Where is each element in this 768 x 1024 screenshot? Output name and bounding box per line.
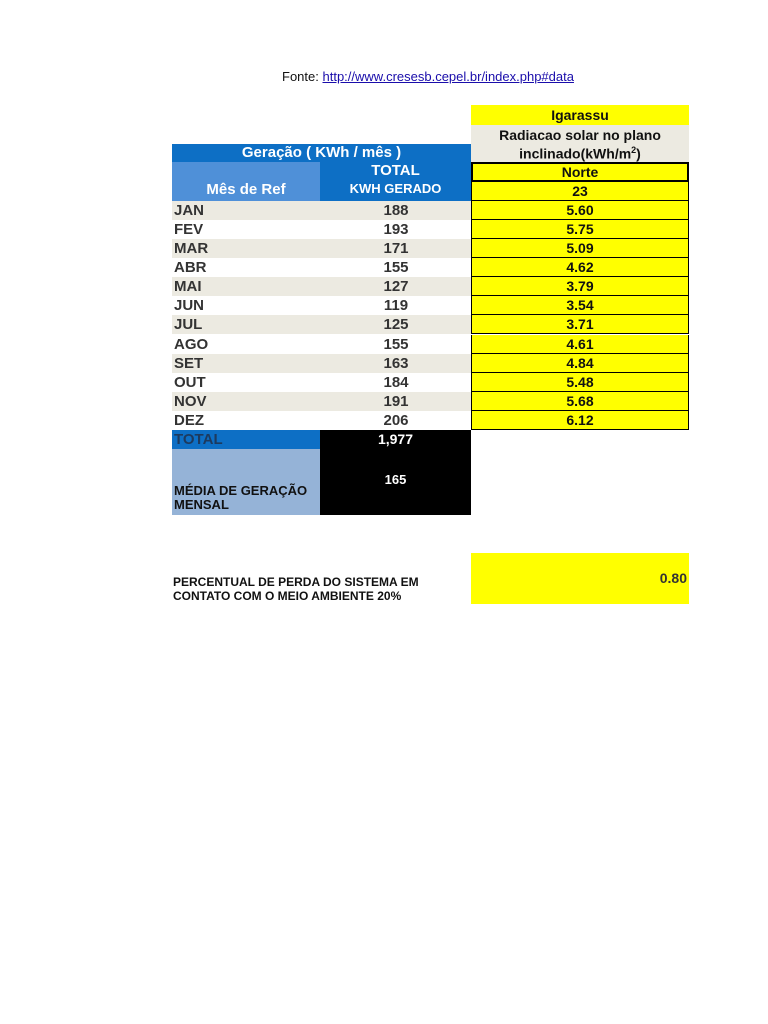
total-header-sub: KWH GERADO (349, 181, 442, 196)
month-cell: DEZ (174, 411, 204, 429)
media-label-cell (172, 449, 320, 515)
kwh-cell: 155 (383, 335, 409, 353)
radiation-cell: 5.60 (471, 201, 689, 220)
total-value-cell: 1,977 (320, 430, 471, 449)
table-row (172, 239, 471, 258)
month-cell: NOV (174, 392, 207, 410)
kwh-cell: 188 (383, 202, 409, 219)
month-cell: ABR (174, 259, 207, 277)
table-row (172, 296, 471, 315)
table-row (172, 335, 471, 354)
radiacao-sup: 2 (631, 145, 637, 155)
radiation-cell: 5.09 (471, 239, 689, 258)
location-header: Igarassu (471, 105, 689, 125)
radiation-cell: 6.12 (471, 411, 689, 430)
fonte-link[interactable]: http://www.cresesb.cepel.br/index.php#data (322, 69, 574, 84)
radiation-cell: 4.62 (471, 258, 689, 277)
month-cell: MAI (174, 278, 202, 296)
radiation-cell: 5.75 (471, 220, 689, 239)
kwh-cell: 125 (383, 316, 409, 334)
radiation-cell: 4.84 (471, 354, 689, 373)
total-header-top: TOTAL (371, 162, 420, 179)
table-row (172, 315, 471, 334)
kwh-cell: 127 (383, 278, 409, 296)
fonte-label: Fonte: (282, 69, 319, 84)
radiation-cell: 4.61 (471, 335, 689, 354)
perda-value-cell (471, 553, 689, 604)
kwh-cell: 171 (383, 240, 409, 258)
tilt-cell: 23 (471, 182, 689, 201)
kwh-cell: 184 (383, 373, 409, 391)
table-row (172, 277, 471, 296)
radiation-cell: 5.68 (471, 392, 689, 411)
radiation-cell: 3.54 (471, 296, 689, 315)
kwh-cell: 155 (383, 259, 409, 277)
fonte-line (282, 69, 574, 84)
month-cell: AGO (174, 335, 209, 353)
perda-label: PERCENTUAL DE PERDA DO SISTEMA EM CONTATO COM O MEIO AMBIENTE 20% (173, 575, 419, 603)
month-cell: FEV (174, 221, 204, 239)
radiation-cell: 3.71 (471, 315, 689, 334)
table-row (172, 373, 471, 392)
table-row (172, 392, 471, 411)
radiation-cell: 5.48 (471, 373, 689, 392)
mes-ref-header: Mês de Ref (172, 162, 320, 201)
total-header (320, 162, 471, 201)
month-cell: OUT (174, 373, 206, 391)
table-row (172, 220, 471, 239)
total-label-cell: TOTAL (172, 430, 320, 449)
radiacao-header (471, 125, 689, 162)
media-value-cell: 165 (320, 449, 471, 515)
month-cell: MAR (174, 240, 209, 258)
table-row (172, 354, 471, 373)
table-row (172, 201, 471, 220)
kwh-cell: 191 (383, 392, 409, 410)
radiacao-title: Radiacao solar no plano inclinado(kWh/m (499, 127, 661, 162)
kwh-cell: 163 (383, 354, 409, 372)
kwh-cell: 206 (383, 411, 409, 429)
table-row (172, 411, 471, 430)
geracao-title: Geração ( KWh / mês ) (172, 144, 471, 162)
orientation-cell: Norte (471, 162, 689, 182)
radiacao-close: ) (636, 145, 641, 162)
month-cell: JAN (174, 202, 205, 219)
month-cell: JUL (174, 316, 203, 334)
kwh-cell: 193 (383, 221, 409, 239)
perda-value: 0.80 (659, 570, 687, 586)
month-cell: SET (174, 354, 204, 372)
table-row (172, 258, 471, 277)
month-cell: JUN (174, 297, 205, 315)
media-label: MÉDIA DE GERAÇÃO MENSAL (174, 483, 308, 512)
radiation-cell: 3.79 (471, 277, 689, 296)
kwh-cell: 119 (383, 297, 409, 315)
